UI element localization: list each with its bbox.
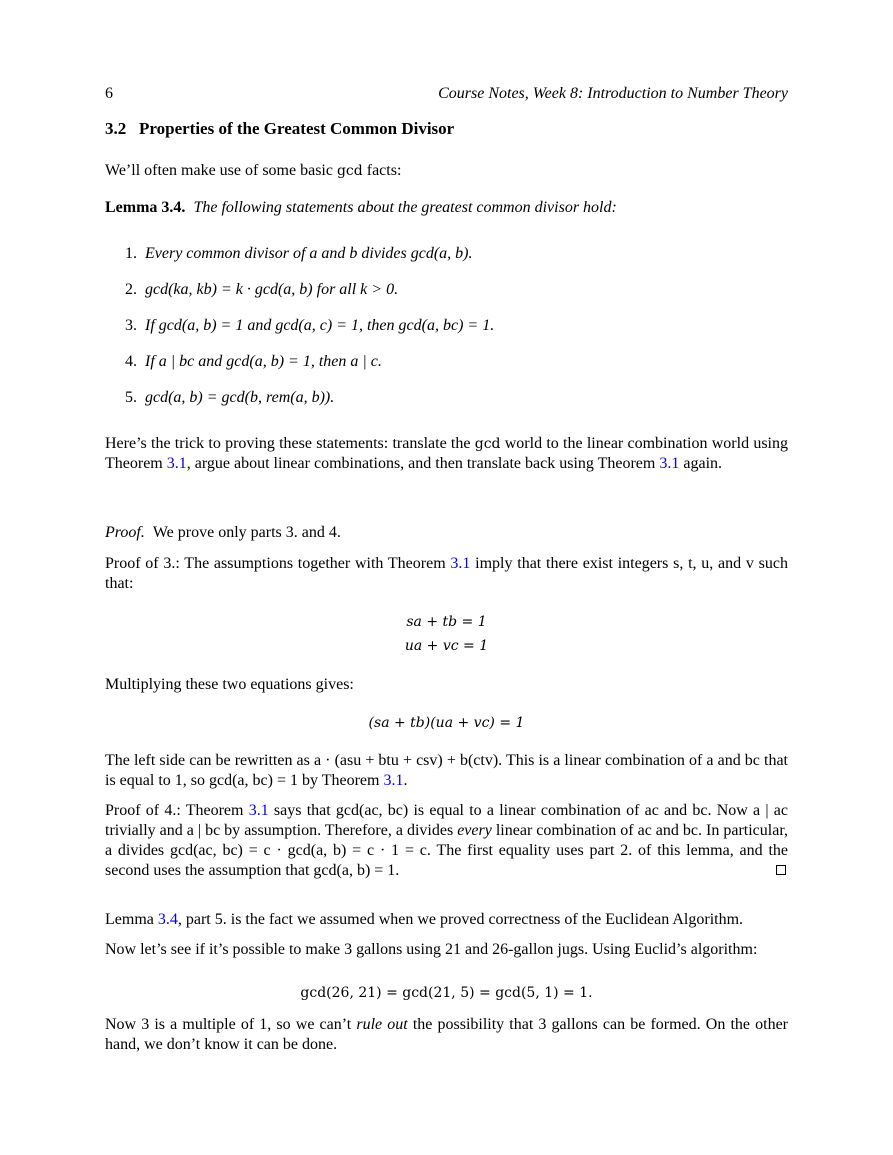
equation-2: ua + vc = 1 <box>404 638 489 654</box>
section-heading <box>105 119 454 139</box>
lemma-item: 4. If a | bc and gcd(a, b) = 1, then a | c. <box>125 353 382 370</box>
lemma-label: Lemma 3.4. <box>105 199 186 216</box>
rewrite-paragraph: The left side can be rewritten as a · (asu + btu + csv) + b(ctv). This is a linear combination of a and bc that is equal to 1, so gcd(a, bc) = 1 by Theorem 3.1. <box>105 752 788 789</box>
lemma-item: 5. gcd(a, b) = gcd(b, rem(a, b)). <box>125 389 335 406</box>
emphasis-every: every <box>457 822 492 839</box>
lemma-statement <box>105 198 788 218</box>
lemma-item: 1. Every common divisor of a and b divides gcd(a, b). <box>125 245 473 262</box>
gcd-symbol: gcd <box>336 163 363 179</box>
section-number: 3.2 <box>105 119 127 138</box>
trick-paragraph: Here’s the trick to proving these statements: translate the gcd world to the linear combination world using Theorem 3.1, argue about linear combinations, and then translate back using Theorem 3.1 again. <box>105 435 788 472</box>
qed-symbol <box>776 865 786 875</box>
intro-paragraph <box>105 161 788 181</box>
page-number: 6 <box>105 85 113 102</box>
intro-text: We’ll often make use of some basic <box>105 162 337 179</box>
proof-label: Proof. <box>105 524 145 541</box>
proof-intro: Proof. We prove only parts 3. and 4. <box>105 524 341 541</box>
intro-text-end: facts: <box>362 162 402 179</box>
theorem-ref-link[interactable]: 3.1 <box>383 772 404 789</box>
theorem-ref-link[interactable]: 3.1 <box>166 455 187 472</box>
emphasis-rule-out: rule out <box>356 1016 408 1033</box>
running-title: Course Notes, Week 8: Introduction to Number Theory <box>438 85 788 102</box>
equation-3: (sa + tb)(ua + vc) = 1 <box>368 715 525 731</box>
conclusion-paragraph: Now 3 is a multiple of 1, so we can’t rule out the possibility that 3 gallons can be formed. On the other hand, we don’t know it can be done. <box>105 1016 788 1053</box>
section-title: Properties of the Greatest Common Divisor <box>139 119 455 138</box>
lemma-item: 2. gcd(ka, kb) = k · gcd(a, b) for all k > 0. <box>125 281 399 298</box>
theorem-ref-link[interactable]: 3.1 <box>248 802 269 819</box>
gallons-paragraph: Now let’s see if it’s possible to make 3 gallons using 21 and 26-gallon jugs. Using Euclid’s algorithm: <box>105 941 758 958</box>
lemma-text: The following statements about the greatest common divisor hold: <box>193 199 617 216</box>
proof-part-3: Proof of 3.: The assumptions together with Theorem 3.1 imply that there exist integers s, t, u, and v such that: <box>105 555 788 592</box>
theorem-ref-link[interactable]: 3.1 <box>659 455 680 472</box>
equation-1: sa + tb = 1 <box>406 614 487 630</box>
lemma-ref-link[interactable]: 3.4 <box>157 911 178 928</box>
proof-part-4: Proof of 4.: Theorem 3.1 says that gcd(ac, bc) is equal to a linear combination of ac and bc. Now a | ac trivially and a | bc by assumption. Therefore, a divides every linear combination of ac and bc. In particular, a divides gcd(ac, bc) = c · gcd(a, b) = c · 1 = c. The first equality uses part 2. of this lemma, and the second uses the assumption that gcd(a, b) = 1. <box>105 802 789 879</box>
lemma-item: 3. If gcd(a, b) = 1 and gcd(a, c) = 1, then gcd(a, bc) = 1. <box>125 317 495 334</box>
multiply-text: Multiplying these two equations gives: <box>105 676 354 693</box>
gcd-symbol: gcd <box>474 436 501 452</box>
theorem-ref-link[interactable]: 3.1 <box>450 555 471 572</box>
after-proof-paragraph: Lemma 3.4, part 5. is the fact we assumed when we proved correctness of the Euclidean Algorithm. <box>105 911 744 928</box>
gcd-equation: gcd(26, 21) = gcd(21, 5) = gcd(5, 1) = 1. <box>300 985 593 1001</box>
